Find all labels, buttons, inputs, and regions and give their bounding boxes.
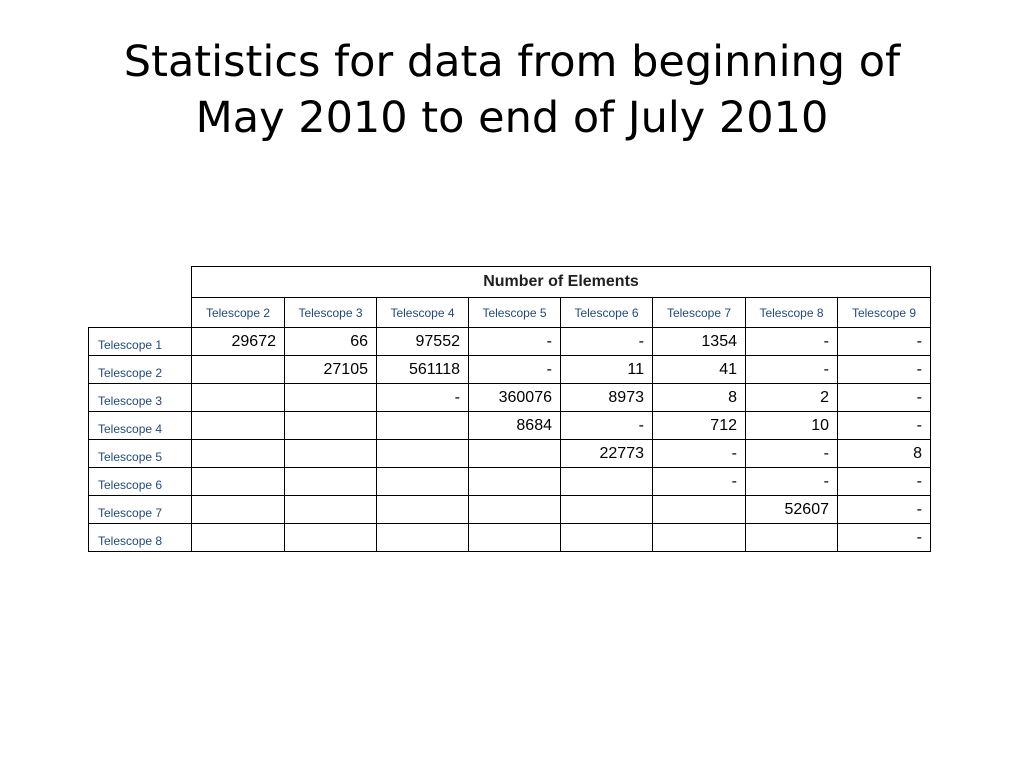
slide-title-line-2: May 2010 to end of July 2010 — [195, 93, 829, 143]
table-cell: 22773 — [561, 440, 653, 468]
table-corner — [89, 298, 192, 328]
number-of-elements-header: Number of Elements — [192, 267, 931, 298]
table-cell — [285, 384, 377, 412]
row-header-telescope-3: Telescope 3 — [89, 384, 192, 412]
table-cell — [285, 496, 377, 524]
column-header-telescope-2: Telescope 2 — [192, 298, 285, 328]
column-header-telescope-6: Telescope 6 — [561, 298, 653, 328]
group-header-row — [89, 267, 931, 298]
table-cell — [192, 440, 285, 468]
column-header-telescope-3: Telescope 3 — [285, 298, 377, 328]
table-row — [89, 496, 931, 524]
table-cell — [561, 524, 653, 552]
column-header-telescope-9: Telescope 9 — [838, 298, 931, 328]
table-cell — [561, 496, 653, 524]
table-cell — [377, 468, 469, 496]
table-cell — [377, 412, 469, 440]
row-header-telescope-4: Telescope 4 — [89, 412, 192, 440]
table-row — [89, 328, 931, 356]
table-cell — [192, 384, 285, 412]
table-cell: - — [838, 468, 931, 496]
table-cell: - — [469, 328, 561, 356]
table-row — [89, 440, 931, 468]
table-cell: 10 — [746, 412, 838, 440]
table-cell: - — [838, 496, 931, 524]
column-header-telescope-5: Telescope 5 — [469, 298, 561, 328]
table-cell: 8 — [838, 440, 931, 468]
table-cell: 52607 — [746, 496, 838, 524]
table-cell: 2 — [746, 384, 838, 412]
table-corner — [89, 267, 192, 298]
table-cell: 8684 — [469, 412, 561, 440]
table-cell — [377, 524, 469, 552]
table-cell — [192, 524, 285, 552]
table-cell: - — [653, 440, 746, 468]
table-cell — [285, 468, 377, 496]
table-cell — [469, 440, 561, 468]
table-cell: - — [469, 356, 561, 384]
table-cell — [377, 440, 469, 468]
table-cell — [469, 524, 561, 552]
table-cell: - — [561, 328, 653, 356]
table-cell — [653, 524, 746, 552]
table-cell — [285, 440, 377, 468]
row-header-telescope-8: Telescope 8 — [89, 524, 192, 552]
table-cell: - — [746, 328, 838, 356]
table-cell: 11 — [561, 356, 653, 384]
table-cell: - — [561, 412, 653, 440]
table-cell — [469, 496, 561, 524]
table-row — [89, 412, 931, 440]
table-cell: 66 — [285, 328, 377, 356]
row-header-telescope-2: Telescope 2 — [89, 356, 192, 384]
table-cell — [746, 524, 838, 552]
column-header-row — [89, 298, 931, 328]
table-cell — [469, 468, 561, 496]
row-header-telescope-5: Telescope 5 — [89, 440, 192, 468]
table-cell: 41 — [653, 356, 746, 384]
table-cell: 27105 — [285, 356, 377, 384]
row-header-telescope-6: Telescope 6 — [89, 468, 192, 496]
table-cell: - — [838, 328, 931, 356]
table-cell — [653, 496, 746, 524]
slide-title — [60, 34, 964, 146]
telescope-statistics-table — [88, 266, 931, 552]
table-cell: 360076 — [469, 384, 561, 412]
table-cell: - — [746, 440, 838, 468]
column-header-telescope-7: Telescope 7 — [653, 298, 746, 328]
column-header-telescope-4: Telescope 4 — [377, 298, 469, 328]
table-cell: - — [653, 468, 746, 496]
table-cell — [285, 524, 377, 552]
column-header-telescope-8: Telescope 8 — [746, 298, 838, 328]
table-cell: - — [377, 384, 469, 412]
table-row — [89, 524, 931, 552]
table-cell — [192, 468, 285, 496]
table-cell: - — [838, 356, 931, 384]
table-cell — [192, 412, 285, 440]
table-cell: 712 — [653, 412, 746, 440]
table-row — [89, 468, 931, 496]
table-cell — [192, 496, 285, 524]
table-cell — [192, 356, 285, 384]
table-cell: - — [746, 356, 838, 384]
row-header-telescope-7: Telescope 7 — [89, 496, 192, 524]
table-cell: 8973 — [561, 384, 653, 412]
table-cell: 8 — [653, 384, 746, 412]
table-cell — [285, 412, 377, 440]
table-cell: - — [838, 384, 931, 412]
table-cell: - — [838, 524, 931, 552]
table-cell: 561118 — [377, 356, 469, 384]
table-cell — [377, 496, 469, 524]
table-cell: 29672 — [192, 328, 285, 356]
table-cell: - — [746, 468, 838, 496]
table-cell: 97552 — [377, 328, 469, 356]
row-header-telescope-1: Telescope 1 — [89, 328, 192, 356]
table-row — [89, 384, 931, 412]
table-cell: - — [838, 412, 931, 440]
table-row — [89, 356, 931, 384]
slide-title-line-1: Statistics for data from beginning of — [123, 37, 901, 87]
table-cell — [561, 468, 653, 496]
table-cell: 1354 — [653, 328, 746, 356]
